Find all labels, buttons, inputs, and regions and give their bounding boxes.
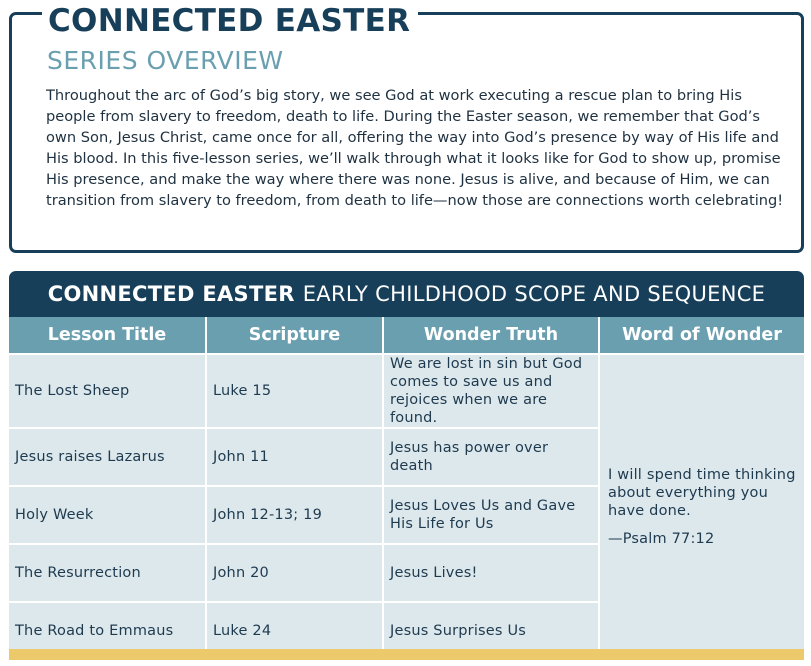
wonder-truth-cell: Jesus Lives! (383, 544, 599, 602)
series-title: CONNECTED EASTER (42, 1, 418, 41)
series-overview-text: Throughout the arc of God’s big story, we see God at work executing a rescue plan to bring His people from slavery to freedom, death to life. During the Easter season, we remember that God’s own Son, Jesus Christ, came once for all, offering the way into God’s presence by way of His life and His blood. In this five-lesson series, we’ll walk through what it looks like for God to show up, promise His presence, and make the way where there was none. Jesus is alive, and because of Him, we can transition from slavery to freedom, from death to life—now those are connections worth celebrating! (46, 87, 784, 209)
wonder-truth-cell: Jesus Loves Us and Gave His Life for Us (383, 486, 599, 544)
scripture-cell: John 20 (206, 544, 383, 602)
header-scripture: Scripture (206, 317, 383, 354)
banner-bold-text: CONNECTED EASTER (47, 282, 295, 306)
lesson-title-cell: The Road to Emmaus (9, 602, 206, 660)
lesson-title-cell: Holy Week (9, 486, 206, 544)
series-subtitle: SERIES OVERVIEW (47, 46, 284, 75)
table-header-row (9, 317, 804, 354)
scope-sequence-banner (9, 271, 804, 317)
scripture-cell: John 12-13; 19 (206, 486, 383, 544)
wonder-truth-cell: Jesus has power over death (383, 428, 599, 486)
word-of-wonder-reference: —Psalm 77:12 (608, 531, 715, 547)
lesson-title-cell: The Resurrection (9, 544, 206, 602)
scripture-cell: John 11 (206, 428, 383, 486)
header-word-of-wonder: Word of Wonder (599, 317, 804, 354)
word-of-wonder-cell (599, 354, 804, 660)
series-overview-box (9, 3, 804, 253)
header-wonder-truth: Wonder Truth (383, 317, 599, 354)
table-row (9, 354, 804, 428)
scripture-cell: Luke 15 (206, 354, 383, 428)
wonder-truth-cell: We are lost in sin but God comes to save us and rejoices when we are found. (383, 354, 599, 428)
gold-footer-bar (9, 649, 804, 660)
wonder-truth-cell: Jesus Surprises Us (383, 602, 599, 660)
scope-sequence-table (9, 317, 804, 661)
scripture-cell: Luke 24 (206, 602, 383, 660)
word-of-wonder-text: I will spend time thinking about everything you have done. (608, 467, 796, 519)
lesson-title-cell: Jesus raises Lazarus (9, 428, 206, 486)
header-lesson-title: Lesson Title (9, 317, 206, 354)
banner-text: EARLY CHILDHOOD SCOPE AND SEQUENCE (302, 282, 766, 306)
lesson-title-cell: The Lost Sheep (9, 354, 206, 428)
